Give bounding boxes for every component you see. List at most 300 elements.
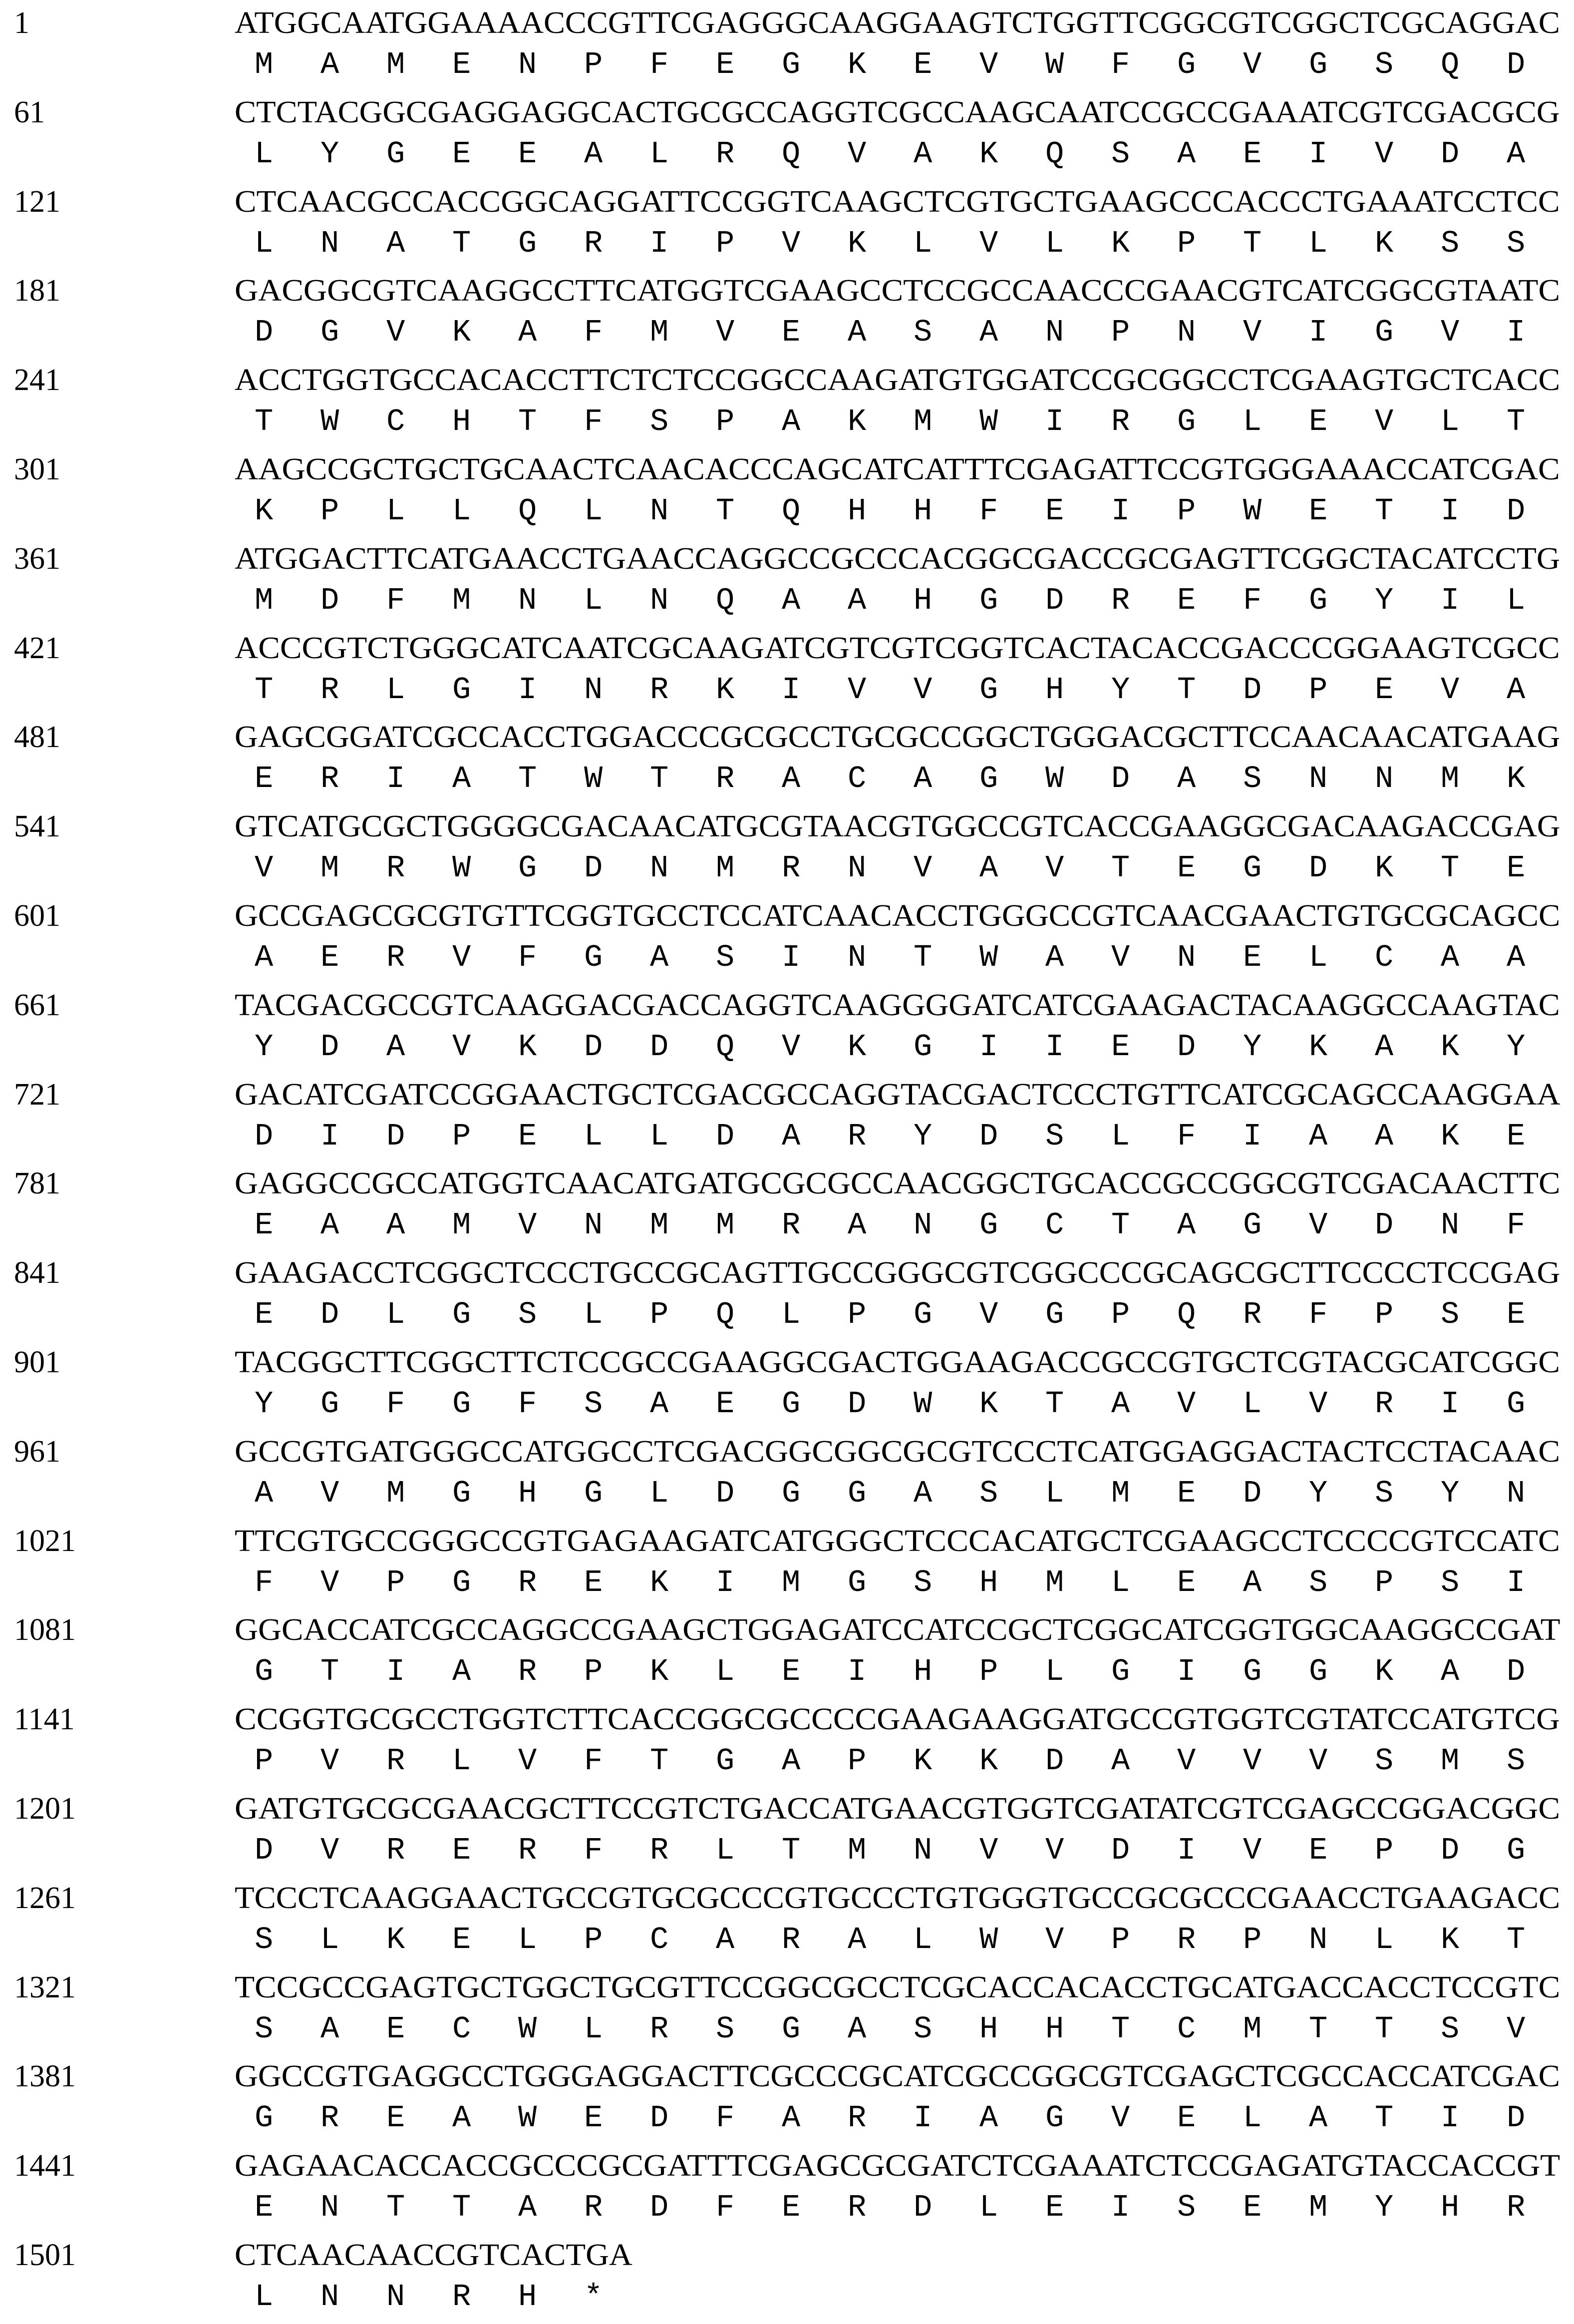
protein-translation [255,581,1573,621]
protein-translation [255,2188,1573,2228]
amino-acid: M [650,315,669,351]
amino-acid: G [518,850,537,886]
amino-acid: N [320,225,339,261]
amino-acid: D [1507,1654,1526,1690]
amino-acid: F [386,1386,405,1422]
amino-acid: K [979,136,998,172]
amino-acid: R [584,225,603,261]
amino-acid: Y [1111,672,1130,708]
dna-sequence: TCCCTCAAGGAACTGCCGTGCGCCCGTGCCCTGTGGGTGCCGCGCCCGAACCTGAAGACC [235,1881,1561,1915]
nucleotide-position: 301 [14,452,60,486]
amino-acid: V [1243,47,1262,82]
amino-acid: Q [782,493,801,529]
amino-acid: L [1111,1118,1130,1154]
dna-sequence: GACGGCGTCAAGGCCTTCATGGTCGAAGCCTCCGCCAACCCGAACGTCATCGGCGTAATC [235,274,1561,308]
amino-acid: N [1309,1922,1328,1957]
amino-acid: H [848,493,867,529]
amino-acid: I [1441,2100,1460,2136]
protein-translation [255,1027,1573,1067]
sequence-block [0,92,1574,181]
amino-acid: R [716,136,735,172]
amino-acid: H [1441,2190,1460,2226]
amino-acid: A [1111,1743,1130,1779]
amino-acid: Q [1177,1297,1196,1333]
amino-acid: E [1243,136,1262,172]
amino-acid: R [518,1564,537,1600]
amino-acid: K [979,1386,998,1422]
amino-acid: T [1507,404,1526,440]
protein-translation [255,1384,1573,1424]
amino-acid: R [518,1833,537,1868]
amino-acid: R [782,1207,801,1243]
amino-acid: V [452,1029,471,1065]
sequence-block [0,271,1574,360]
amino-acid: I [1177,1833,1196,1868]
amino-acid: G [1309,47,1328,82]
amino-acid: M [1045,1564,1064,1600]
amino-acid: G [452,672,471,708]
amino-acid: M [386,1475,405,1511]
amino-acid: Y [255,1029,274,1065]
amino-acid: S [650,404,669,440]
amino-acid: F [518,1386,537,1422]
amino-acid: Y [1375,2190,1394,2226]
amino-acid: * [584,2279,603,2315]
amino-acid: S [584,1386,603,1422]
amino-acid: V [452,940,471,975]
amino-acid: F [584,1833,603,1868]
amino-acid: A [1507,136,1526,172]
amino-acid: M [716,1207,735,1243]
amino-acid: G [782,1475,801,1511]
amino-acid: G [320,315,339,351]
protein-translation [255,1295,1573,1335]
amino-acid: R [386,1743,405,1779]
amino-acid: L [650,1118,669,1154]
amino-acid: P [1375,1297,1394,1333]
amino-acid: V [1045,850,1064,886]
amino-acid: G [452,1475,471,1511]
amino-acid: S [914,2011,933,2047]
amino-acid: V [320,1564,339,1600]
amino-acid: M [452,1207,471,1243]
amino-acid: E [584,1564,603,1600]
amino-acid: F [518,940,537,975]
amino-acid: G [782,1386,801,1422]
amino-acid: R [452,2279,471,2315]
amino-acid: S [1375,1743,1394,1779]
amino-acid: A [782,1743,801,1779]
protein-translation [255,224,1573,264]
amino-acid: V [1309,1743,1328,1779]
amino-acid: G [1243,1207,1262,1243]
amino-acid: N [1375,761,1394,797]
amino-acid: N [914,1207,933,1243]
amino-acid: G [716,1743,735,1779]
amino-acid: L [1309,940,1328,975]
amino-acid: P [1309,672,1328,708]
amino-acid: E [716,47,735,82]
amino-acid: R [650,672,669,708]
amino-acid: D [386,1118,405,1154]
dna-sequence: ATGGCAATGGAAAACCCGTTCGAGGGCAAGGAAGTCTGGTTCGGCGTCGGCTCGCAGGAC [235,6,1560,40]
amino-acid: D [914,2190,933,2226]
amino-acid: D [584,850,603,886]
amino-acid: K [848,225,867,261]
amino-acid: G [584,1475,603,1511]
amino-acid: E [255,1297,274,1333]
amino-acid: F [386,582,405,618]
sequence-block [0,182,1574,271]
amino-acid: R [1111,404,1130,440]
protein-translation [255,1563,1573,1603]
amino-acid: H [979,2011,998,2047]
amino-acid: S [1441,1297,1460,1333]
amino-acid: M [782,1564,801,1600]
amino-acid: P [1111,1297,1130,1333]
amino-acid: P [320,493,339,529]
amino-acid: K [716,672,735,708]
amino-acid: D [320,1297,339,1333]
amino-acid: Q [1441,47,1460,82]
amino-acid: S [255,2011,274,2047]
amino-acid: I [782,672,801,708]
amino-acid: E [914,47,933,82]
amino-acid: A [1177,136,1196,172]
amino-acid: E [782,315,801,351]
protein-translation [255,313,1573,353]
protein-translation [255,670,1573,710]
amino-acid: N [1441,1207,1460,1243]
protein-translation [255,938,1573,978]
amino-acid: M [1441,761,1460,797]
amino-acid: K [848,404,867,440]
dna-sequence: GAGGCCGCCATGGTCAACATGATGCGCGCCAACGGCTGCACCGCCGGCGTCGACAACTTC [235,1166,1561,1201]
amino-acid: G [1507,1833,1526,1868]
amino-acid: C [386,404,405,440]
amino-acid: F [584,1743,603,1779]
amino-acid: E [1243,2190,1262,2226]
amino-acid: P [255,1743,274,1779]
amino-acid: R [1243,1297,1262,1333]
amino-acid: K [1375,850,1394,886]
amino-acid: D [584,1029,603,1065]
amino-acid: D [1111,1833,1130,1868]
amino-acid: S [1243,761,1262,797]
amino-acid: T [452,2190,471,2226]
nucleotide-position: 481 [14,720,60,755]
amino-acid: K [848,47,867,82]
sequence-block [0,1432,1574,1521]
sequence-block [0,1789,1574,1878]
amino-acid: D [650,2100,669,2136]
amino-acid: H [518,1475,537,1511]
amino-acid: E [1309,404,1328,440]
amino-acid: R [1507,2190,1526,2226]
amino-acid: P [716,404,735,440]
amino-acid: T [1243,225,1262,261]
amino-acid: G [452,1297,471,1333]
amino-acid: V [1243,1833,1262,1868]
amino-acid: E [1243,940,1262,975]
nucleotide-position: 241 [14,363,60,397]
amino-acid: T [650,1743,669,1779]
amino-acid: P [650,1297,669,1333]
amino-acid: S [1441,1564,1460,1600]
amino-acid: A [782,2100,801,2136]
amino-acid: E [1507,1297,1526,1333]
amino-acid: F [1507,1207,1526,1243]
amino-acid: G [1309,582,1328,618]
amino-acid: D [1507,2100,1526,2136]
amino-acid: D [716,1118,735,1154]
amino-acid: K [1441,1029,1460,1065]
dna-sequence: GGCACCATCGCCAGGCCGAAGCTGGAGATCCATCCGCTCGGCATCGGTGGCAAGGCCGAT [235,1613,1561,1647]
amino-acid: W [518,2100,537,2136]
amino-acid: M [1111,1475,1130,1511]
amino-acid: R [1375,1386,1394,1422]
amino-acid: T [1375,493,1394,529]
amino-acid: P [1375,1833,1394,1868]
dna-sequence: TTCGTGCCGGGCCGTGAGAAGATCATGGGCTCCCACATGCTCGAAGCCTCCCCGTCCATC [235,1524,1560,1558]
amino-acid: F [1309,1297,1328,1333]
amino-acid: E [716,1386,735,1422]
amino-acid: T [255,672,274,708]
amino-acid: I [716,1564,735,1600]
amino-acid: S [914,1564,933,1600]
amino-acid: E [1375,672,1394,708]
amino-acid: R [1111,582,1130,618]
amino-acid: K [848,1029,867,1065]
amino-acid: L [255,2279,274,2315]
amino-acid: Y [1441,1475,1460,1511]
nucleotide-position: 121 [14,184,60,219]
sequence-block [0,539,1574,628]
protein-translation [255,759,1573,799]
amino-acid: V [518,1743,537,1779]
amino-acid: N [320,2279,339,2315]
amino-acid: I [1309,315,1328,351]
amino-acid: R [386,1833,405,1868]
amino-acid: D [1441,1833,1460,1868]
amino-acid: M [386,47,405,82]
amino-acid: V [716,315,735,351]
amino-acid: I [386,1654,405,1690]
amino-acid: V [518,1207,537,1243]
amino-acid: A [1375,1029,1394,1065]
amino-acid: N [584,672,603,708]
amino-acid: S [979,1475,998,1511]
nucleotide-position: 721 [14,1077,60,1112]
amino-acid: N [1045,315,1064,351]
amino-acid: F [716,2100,735,2136]
amino-acid: S [1375,1475,1394,1511]
amino-acid: T [782,1833,801,1868]
dna-sequence: GGCCGTGAGGCCTGGGAGGACTTCGCCCGCATCGCCGGCGTCGAGCTCGCCACCATCGAC [235,2059,1560,2094]
amino-acid: I [1507,315,1526,351]
amino-acid: E [1177,850,1196,886]
protein-translation [255,1205,1573,1245]
dna-sequence: GACATCGATCCGGAACTGCTCGACGCCAGGTACGACTCCCTGTTCATCGCAGCCAAGGAA [235,1077,1561,1112]
amino-acid: V [320,1743,339,1779]
amino-acid: W [914,1386,933,1422]
amino-acid: S [914,315,933,351]
amino-acid: F [1111,47,1130,82]
amino-acid: E [1177,1475,1196,1511]
amino-acid: N [386,2279,405,2315]
amino-acid: D [320,1029,339,1065]
amino-acid: M [716,850,735,886]
amino-acid: A [650,940,669,975]
amino-acid: T [1375,2011,1394,2047]
amino-acid: V [1309,1207,1328,1243]
amino-acid: T [1375,2100,1394,2136]
amino-acid: E [452,47,471,82]
amino-acid: T [716,493,735,529]
amino-acid: R [320,672,339,708]
sequence-block [0,1253,1574,1342]
amino-acid: P [1177,225,1196,261]
amino-acid: T [1177,672,1196,708]
nucleotide-position: 1321 [14,1970,76,2004]
sequence-block [0,1342,1574,1431]
sequence-block [0,2146,1574,2235]
amino-acid: G [979,761,998,797]
amino-acid: F [584,404,603,440]
amino-acid: L [452,493,471,529]
amino-acid: A [1177,761,1196,797]
amino-acid: E [1309,1833,1328,1868]
amino-acid: I [1507,1564,1526,1600]
amino-acid: C [848,761,867,797]
amino-acid: L [1045,1654,1064,1690]
amino-acid: D [650,2190,669,2226]
amino-acid: K [1507,761,1526,797]
amino-acid: S [1441,2011,1460,2047]
sequence-block [0,1878,1574,1967]
amino-acid: V [782,1029,801,1065]
amino-acid: N [848,940,867,975]
amino-acid: S [716,2011,735,2047]
amino-acid: A [452,761,471,797]
amino-acid: S [518,1297,537,1333]
amino-acid: E [320,940,339,975]
amino-acid: A [255,1475,274,1511]
amino-acid: R [650,1833,669,1868]
amino-acid: T [320,1654,339,1690]
amino-acid: G [1243,1654,1262,1690]
amino-acid: I [1177,1654,1196,1690]
amino-acid: Y [1309,1475,1328,1511]
amino-acid: T [1111,1207,1130,1243]
amino-acid: D [1045,582,1064,618]
amino-acid: P [386,1564,405,1600]
amino-acid: A [386,1207,405,1243]
amino-acid: E [1045,493,1064,529]
amino-acid: L [979,2190,998,2226]
amino-acid: Q [782,136,801,172]
amino-acid: A [848,1922,867,1957]
nucleotide-position: 1021 [14,1524,76,1558]
amino-acid: V [1441,315,1460,351]
amino-acid: L [716,1833,735,1868]
dna-sequence: ACCCGTCTGGGCATCAATCGCAAGATCGTCGTCGGTCACTACACCGACCCGGAAGTCGCC [235,631,1560,665]
amino-acid: G [848,1475,867,1511]
amino-acid: Y [1507,1029,1526,1065]
amino-acid: V [1309,1386,1328,1422]
amino-acid: S [1177,2190,1196,2226]
dna-sequence: GCCGTGATGGGCCATGGCCTCGACGGCGGCGCGTCCCTCATGGAGGACTACTCCTACAAC [235,1434,1561,1469]
nucleotide-position: 661 [14,988,60,1022]
amino-acid: G [782,47,801,82]
amino-acid: R [782,1922,801,1957]
amino-acid: L [452,1743,471,1779]
dna-sequence: CTCTACGGCGAGGAGGCACTGCGCCAGGTCGCCAAGCAATCCGCCGAAATCGTCGACGCG [235,95,1560,129]
amino-acid: V [386,315,405,351]
amino-acid: N [518,47,537,82]
amino-acid: L [255,225,274,261]
dna-sequence: TACGACGCCGTCAAGGACGACCAGGTCAAGGGGATCATCGAAGACTACAAGGCCAAGTAC [235,988,1560,1022]
amino-acid: L [386,672,405,708]
amino-acid: L [716,1654,735,1690]
amino-acid: V [979,225,998,261]
amino-acid: G [518,225,537,261]
amino-acid: V [979,47,998,82]
nucleotide-position: 1141 [14,1702,75,1737]
amino-acid: N [914,1833,933,1868]
nucleotide-position: 601 [14,899,60,933]
amino-acid: E [1045,2190,1064,2226]
amino-acid: F [584,315,603,351]
amino-acid: Q [716,1029,735,1065]
amino-acid: E [386,2100,405,2136]
amino-acid: A [1507,940,1526,975]
amino-acid: V [914,672,933,708]
amino-acid: N [650,582,669,618]
amino-acid: Y [255,1386,274,1422]
dna-sequence: CTCAACAACCGTCACTGA [235,2238,632,2272]
amino-acid: G [979,582,998,618]
amino-acid: A [782,761,801,797]
amino-acid: A [518,2190,537,2226]
nucleotide-position: 1441 [14,2149,76,2183]
amino-acid: E [255,761,274,797]
amino-acid: K [386,1922,405,1957]
amino-acid: L [1309,225,1328,261]
amino-acid: E [518,1118,537,1154]
amino-acid: I [1045,1029,1064,1065]
amino-acid: A [914,761,933,797]
amino-acid: V [848,136,867,172]
amino-acid: W [979,404,998,440]
amino-acid: K [650,1654,669,1690]
amino-acid: P [1111,1922,1130,1957]
amino-acid: L [584,1297,603,1333]
amino-acid: I [1309,136,1328,172]
protein-translation [255,1920,1573,1960]
amino-acid: G [1111,1654,1130,1690]
amino-acid: Q [716,582,735,618]
nucleotide-position: 1261 [14,1881,76,1915]
amino-acid: A [1309,2100,1328,2136]
amino-acid: N [650,850,669,886]
amino-acid: L [1441,404,1460,440]
amino-acid: V [1375,136,1394,172]
amino-acid: P [452,1118,471,1154]
amino-acid: V [1177,1743,1196,1779]
protein-translation [255,1117,1573,1157]
amino-acid: N [1177,315,1196,351]
